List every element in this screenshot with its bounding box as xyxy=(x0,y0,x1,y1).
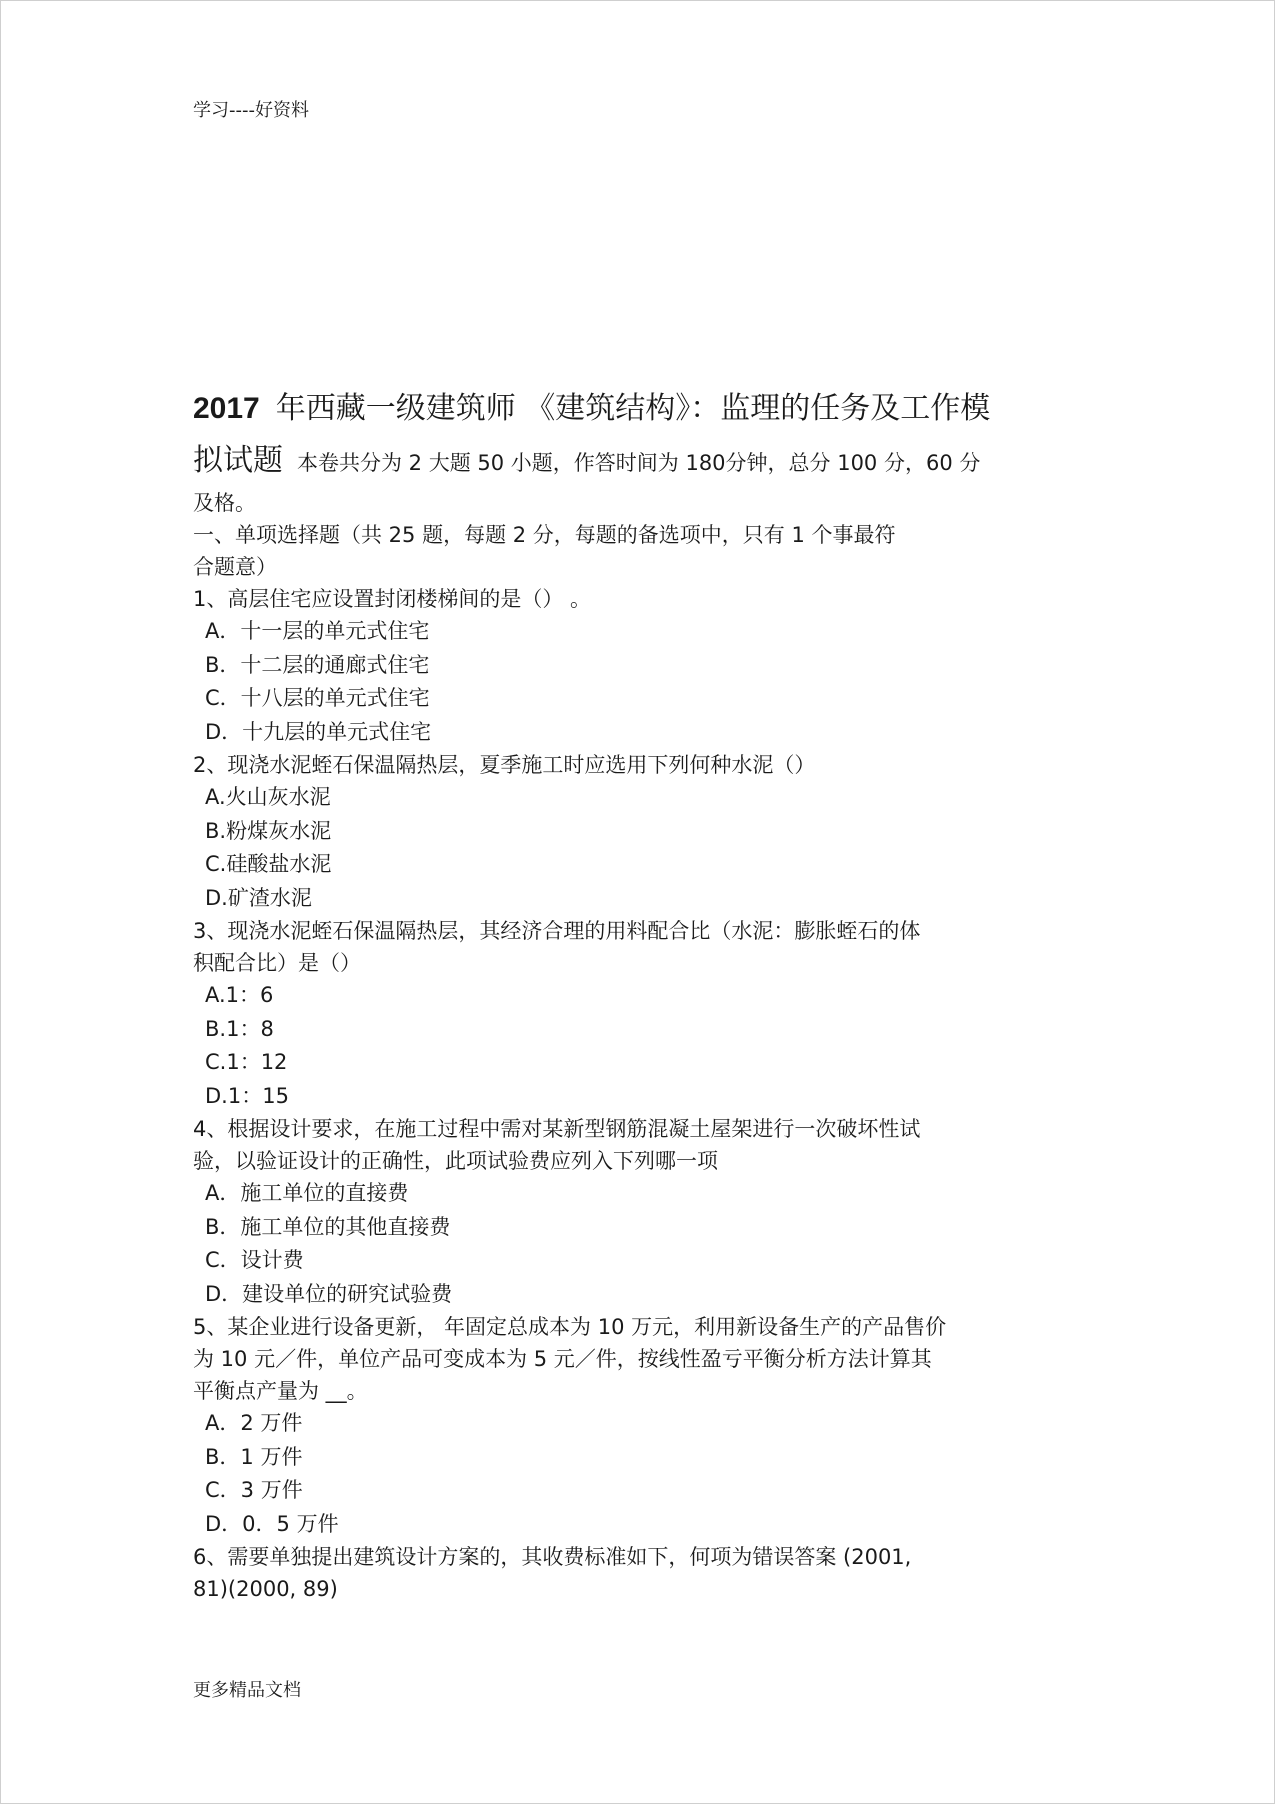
question-stem: 验，以验证设计的正确性，此项试验费应列入下列哪一项 xyxy=(193,1149,718,1173)
answer-option: B.1：8 xyxy=(205,1016,274,1041)
question-stem: 2、现浇水泥蛭石保温隔热层，夏季施工时应选用下列何种水泥（） xyxy=(193,753,816,777)
title-line-2 xyxy=(193,435,1093,487)
answer-option: C．十八层的单元式住宅 xyxy=(205,686,430,710)
question-stem: 6、需要单独提出建筑设计方案的，其收费标准如下，何项为错误答案 (2001, xyxy=(193,1545,912,1569)
answer-option: C.硅酸盐水泥 xyxy=(205,852,332,876)
question-item xyxy=(193,1311,1093,1541)
question-stem: 3、现浇水泥蛭石保温隔热层，其经济合理的用料配合比（水泥：膨胀蛭石的体 xyxy=(193,919,921,943)
question-stem: 积配合比）是（） xyxy=(193,951,361,975)
answer-option: D.1：15 xyxy=(205,1083,289,1108)
answer-option: D．建设单位的研究试验费 xyxy=(205,1281,453,1306)
answer-option: B．施工单位的其他直接费 xyxy=(205,1214,451,1239)
answer-option: B.粉煤灰水泥 xyxy=(205,818,332,843)
question-item xyxy=(193,915,1093,1113)
answer-option: A．施工单位的直接费 xyxy=(205,1181,409,1205)
question-stem: 1、高层住宅应设置封闭楼梯间的是（） 。 xyxy=(193,587,592,611)
question-stem: 81)(2000, 89) xyxy=(193,1577,338,1601)
answer-option: B．1 万件 xyxy=(205,1444,303,1469)
title-text-2: 拟试题 xyxy=(193,443,283,478)
answer-option: A.1：6 xyxy=(205,983,274,1007)
question-item xyxy=(193,1541,1093,1605)
page-header: 学习----好资料 xyxy=(193,100,309,121)
answer-option: D.矿渣水泥 xyxy=(205,885,312,910)
exam-intro-2: 及格。 xyxy=(193,491,256,515)
page-footer: 更多精品文档 xyxy=(193,1680,301,1701)
answer-option: C．3 万件 xyxy=(205,1478,303,1502)
title-text: 年西藏一级建筑师 《建筑结构》：监理的任务及工作模 xyxy=(275,391,991,426)
question-list xyxy=(193,583,1093,1605)
section-heading-2: 合题意） xyxy=(193,555,277,579)
question-item xyxy=(193,749,1093,915)
answer-option: D．0．5 万件 xyxy=(205,1511,339,1536)
answer-option: C．设计费 xyxy=(205,1248,304,1272)
answer-option: B．十二层的通廊式住宅 xyxy=(205,652,430,677)
answer-option: A．2 万件 xyxy=(205,1411,303,1435)
document-content xyxy=(193,383,1093,1605)
answer-option: D．十九层的单元式住宅 xyxy=(205,719,432,744)
answer-option: A.火山灰水泥 xyxy=(205,785,331,809)
answer-option: C.1：12 xyxy=(205,1050,288,1074)
question-stem: 平衡点产量为 __。 xyxy=(193,1379,368,1403)
answer-option: A．十一层的单元式住宅 xyxy=(205,619,430,643)
title-year: 2017 xyxy=(193,392,260,425)
question-item xyxy=(193,583,1093,749)
question-item xyxy=(193,1113,1093,1311)
question-stem: 为 10 元／件，单位产品可变成本为 5 元／件，按线性盈亏平衡分析方法计算其 xyxy=(193,1347,932,1371)
document-title xyxy=(193,383,1093,435)
exam-intro: 本卷共分为 2 大题 50 小题，作答时间为 180分钟，总分 100 分，60 分 xyxy=(297,451,981,475)
question-stem: 4、根据设计要求，在施工过程中需对某新型钢筋混凝土屋架进行一次破坏性试 xyxy=(193,1117,921,1141)
section-heading: 一、单项选择题（共 25 题，每题 2 分，每题的备选项中，只有 1 个事最符 xyxy=(193,523,896,547)
question-stem: 5、某企业进行设备更新， 年固定总成本为 10 万元，利用新设备生产的产品售价 xyxy=(193,1315,947,1339)
